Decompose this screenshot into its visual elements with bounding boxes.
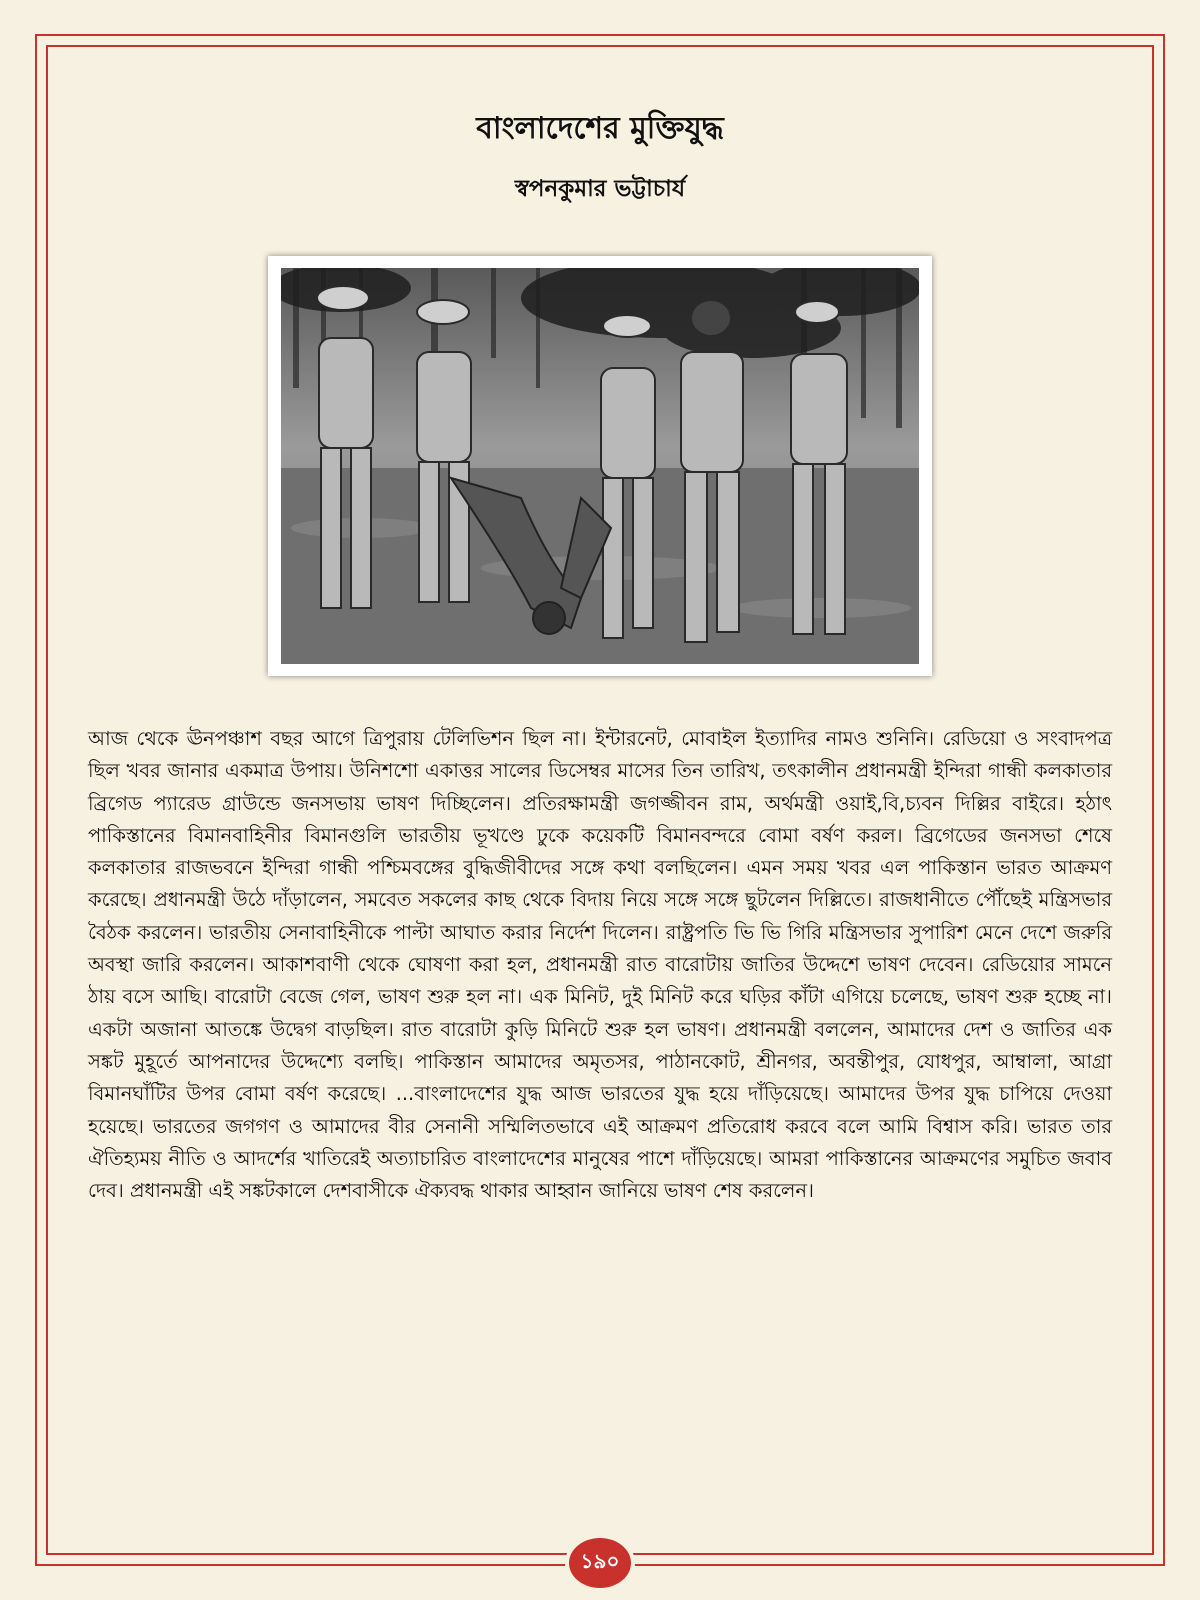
soldiers-photo [281, 268, 919, 664]
article-body: আজ থেকে ঊনপঞ্চাশ বছর আগে ত্রিপুরায় টেলিভিশন ছিল না। ইন্টারনেট, মোবাইল ইত্যাদির নামও শুনিনি। রেডিয়ো ও সংবাদপত্র ছিল খবর জানার একমাত্র উপায়। উনিশশো একাত্তর সালের ডিসেম্বর মাসের তিন তারিখ, তৎকালীন প্রধানমন্ত্রী ইন্দিরা গান্ধী কলকাতার ব্রিগেড প্যারেড গ্রাউন্ডে জনসভায় ভাষণ দিচ্ছিলেন। প্রতিরক্ষামন্ত্রী জগজ্জীবন রাম, অর্থমন্ত্রী ওয়াই,বি,চ্যবন দিল্লির বাইরে। হঠাৎ পাকিস্তানের বিমানবাহিনীর বিমানগুলি ভারতীয় ভূখণ্ডে ঢুকে কয়েকটি বিমানবন্দরে বোমা বর্ষণ করল। ব্রিগেডের জনসভা শেষে কলকাতার রাজভবনে ইন্দিরা গান্ধী পশ্চিমবঙ্গের বুদ্ধিজীবীদের সঙ্গে কথা বলছিলেন। এমন সময় খবর এল পাকিস্তান ভারত আক্রমণ করেছে। প্রধানমন্ত্রী উঠে দাঁড়ালেন, সমবেত সকলের কাছ থেকে বিদায় নিয়ে সঙ্গে সঙ্গে ছুটলেন দিল্লিতে। রাজধানীতে পৌঁছেই মন্ত্রিসভার বৈঠক করলেন। ভারতীয় সেনাবাহিনীকে পাল্টা আঘাত করার নির্দেশ দিলেন। রাষ্ট্রপতি ভি ভি গিরি মন্ত্রিসভার সুপারিশ মেনে দেশে জরুরি অবস্থা জারি করলেন। আকাশবাণী থেকে ঘোষণা করা হল, প্রধানমন্ত্রী রাত বারোটায় জাতির উদ্দেশে ভাষণ দেবেন। রেডিয়োর সামনে ঠায় বসে আছি। বারোটা বেজে গেল, ভাষণ শুরু হল না। এক মিনিট, দুই মিনিট করে ঘড়ির কাঁটা এগিয়ে চলেছে, ভাষণ শুরু হচ্ছে না। একটা অজানা আতঙ্কে উদ্বেগ বাড়ছিল। রাত বারোটা কুড়ি মিনিটে শুরু হল ভাষণ। প্রধানমন্ত্রী বললেন, আমাদের দেশ ও জাতির এক সঙ্কট মুহূর্তে আপনাদের উদ্দেশ্যে বলছি। পাকিস্তান আমাদের অমৃতসর, পাঠানকোট, শ্রীনগর, অবন্তীপুর, যোধপুর, আম্বালা, আগ্রা বিমানঘাঁটির উপর বোমা বর্ষণ করেছে। ...বাংলাদেশের যুদ্ধ আজ ভারতের যুদ্ধ হয়ে দাঁড়িয়েছে। আমাদের উপর যুদ্ধ চাপিয়ে দেওয়া হয়েছে। ভারতের জগগণ ও আমাদের বীর সেনানী সম্মিলিতভাবে এই আক্রমণ প্রতিরোধ করবে বলে আমি বিশ্বাস করি। ভারত তার ঐতিহ্যময় নীতি ও আদর্শের খাতিরেই অত্যাচারিত বাংলাদেশের মানুষের পাশে দাঁড়িয়েছে। আমরা পাকিস্তানের আক্রমণের সমুচিত জবাব দেব। প্রধানমন্ত্রী এই সঙ্কটকালে দেশবাসীকে ঐক্যবদ্ধ থাকার আহ্বান জানিয়ে ভাষণ শেষ করলেন। [88, 727, 1112, 1203]
page-number-badge: ১৯০ [565, 1534, 635, 1592]
article-author: স্বপনকুমার ভট্টাচার্য [514, 176, 686, 202]
soldiers-photo-illustration [281, 268, 919, 664]
article-title: বাংলাদেশের মুক্তিযুদ্ধ [476, 111, 724, 146]
photo-frame [268, 256, 932, 676]
